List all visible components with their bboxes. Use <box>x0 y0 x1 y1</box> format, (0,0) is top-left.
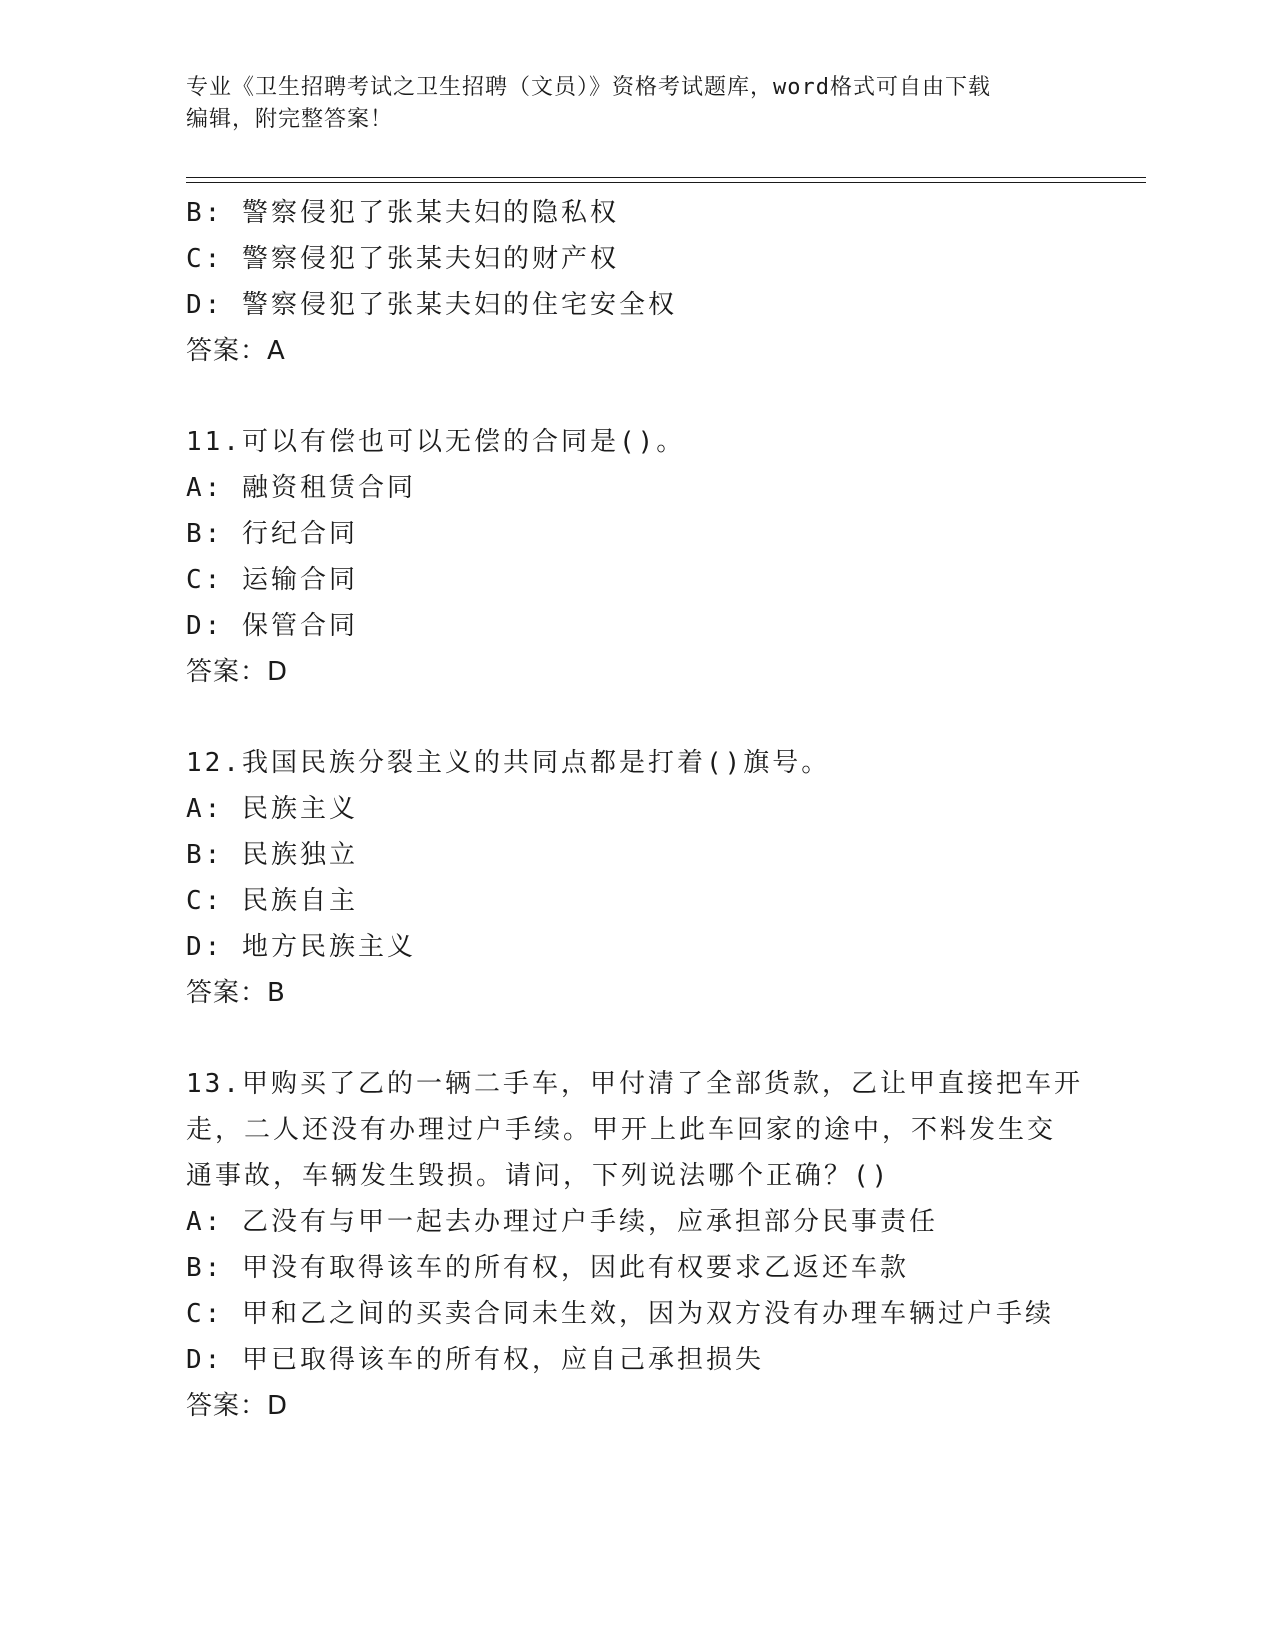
answer-label: 答案：B <box>186 978 286 1008</box>
option-b: B: 民族独立 <box>186 840 358 870</box>
header-line-1: 专业《卫生招聘考试之卫生招聘（文员）》资格考试题库，word格式可自由下载 <box>186 75 991 100</box>
option-c: C: 民族自主 <box>186 886 358 916</box>
option-a: A: 民族主义 <box>186 794 358 824</box>
document-header <box>186 72 1086 136</box>
option-c: C: 警察侵犯了张某夫妇的财产权 <box>186 244 619 274</box>
question-list <box>186 190 1086 1429</box>
option-d: D: 警察侵犯了张某夫妇的住宅安全权 <box>186 290 677 320</box>
option-a: A: 乙没有与甲一起去办理过户手续，应承担部分民事责任 <box>186 1207 938 1237</box>
option-c: C: 运输合同 <box>186 565 358 595</box>
option-d: D: 甲已取得该车的所有权，应自己承担损失 <box>186 1345 764 1375</box>
answer-label: 答案：D <box>186 1391 289 1421</box>
question-block-11 <box>186 419 1086 695</box>
question-text-line-2: 走，二人还没有办理过户手续。甲开上此车回家的途中，不料发生交 <box>186 1115 1057 1145</box>
answer-label: 答案：D <box>186 657 289 687</box>
option-b: B: 甲没有取得该车的所有权，因此有权要求乙返还车款 <box>186 1253 909 1283</box>
answer-label: 答案：A <box>186 336 286 366</box>
option-b: B: 警察侵犯了张某夫妇的隐私权 <box>186 198 619 228</box>
question-block-12 <box>186 740 1086 1016</box>
question-text: 11.可以有偿也可以无偿的合同是()。 <box>186 427 686 457</box>
option-b: B: 行纪合同 <box>186 519 358 549</box>
question-block-10 <box>186 190 1086 374</box>
header-divider-top <box>186 177 1146 178</box>
option-c: C: 甲和乙之间的买卖合同未生效，因为双方没有办理车辆过户手续 <box>186 1299 1054 1329</box>
question-text-line-3: 通事故，车辆发生毁损。请问，下列说法哪个正确？() <box>186 1161 891 1191</box>
question-text: 12.我国民族分裂主义的共同点都是打着()旗号。 <box>186 748 831 778</box>
header-divider-bottom <box>186 182 1146 183</box>
option-a: A: 融资租赁合同 <box>186 473 416 503</box>
option-d: D: 保管合同 <box>186 611 358 641</box>
question-text-line-1: 13.甲购买了乙的一辆二手车，甲付清了全部货款，乙让甲直接把车开 <box>186 1069 1083 1099</box>
header-line-2: 编辑，附完整答案！ <box>186 107 394 132</box>
option-d: D: 地方民族主义 <box>186 932 416 962</box>
question-block-13 <box>186 1061 1086 1429</box>
